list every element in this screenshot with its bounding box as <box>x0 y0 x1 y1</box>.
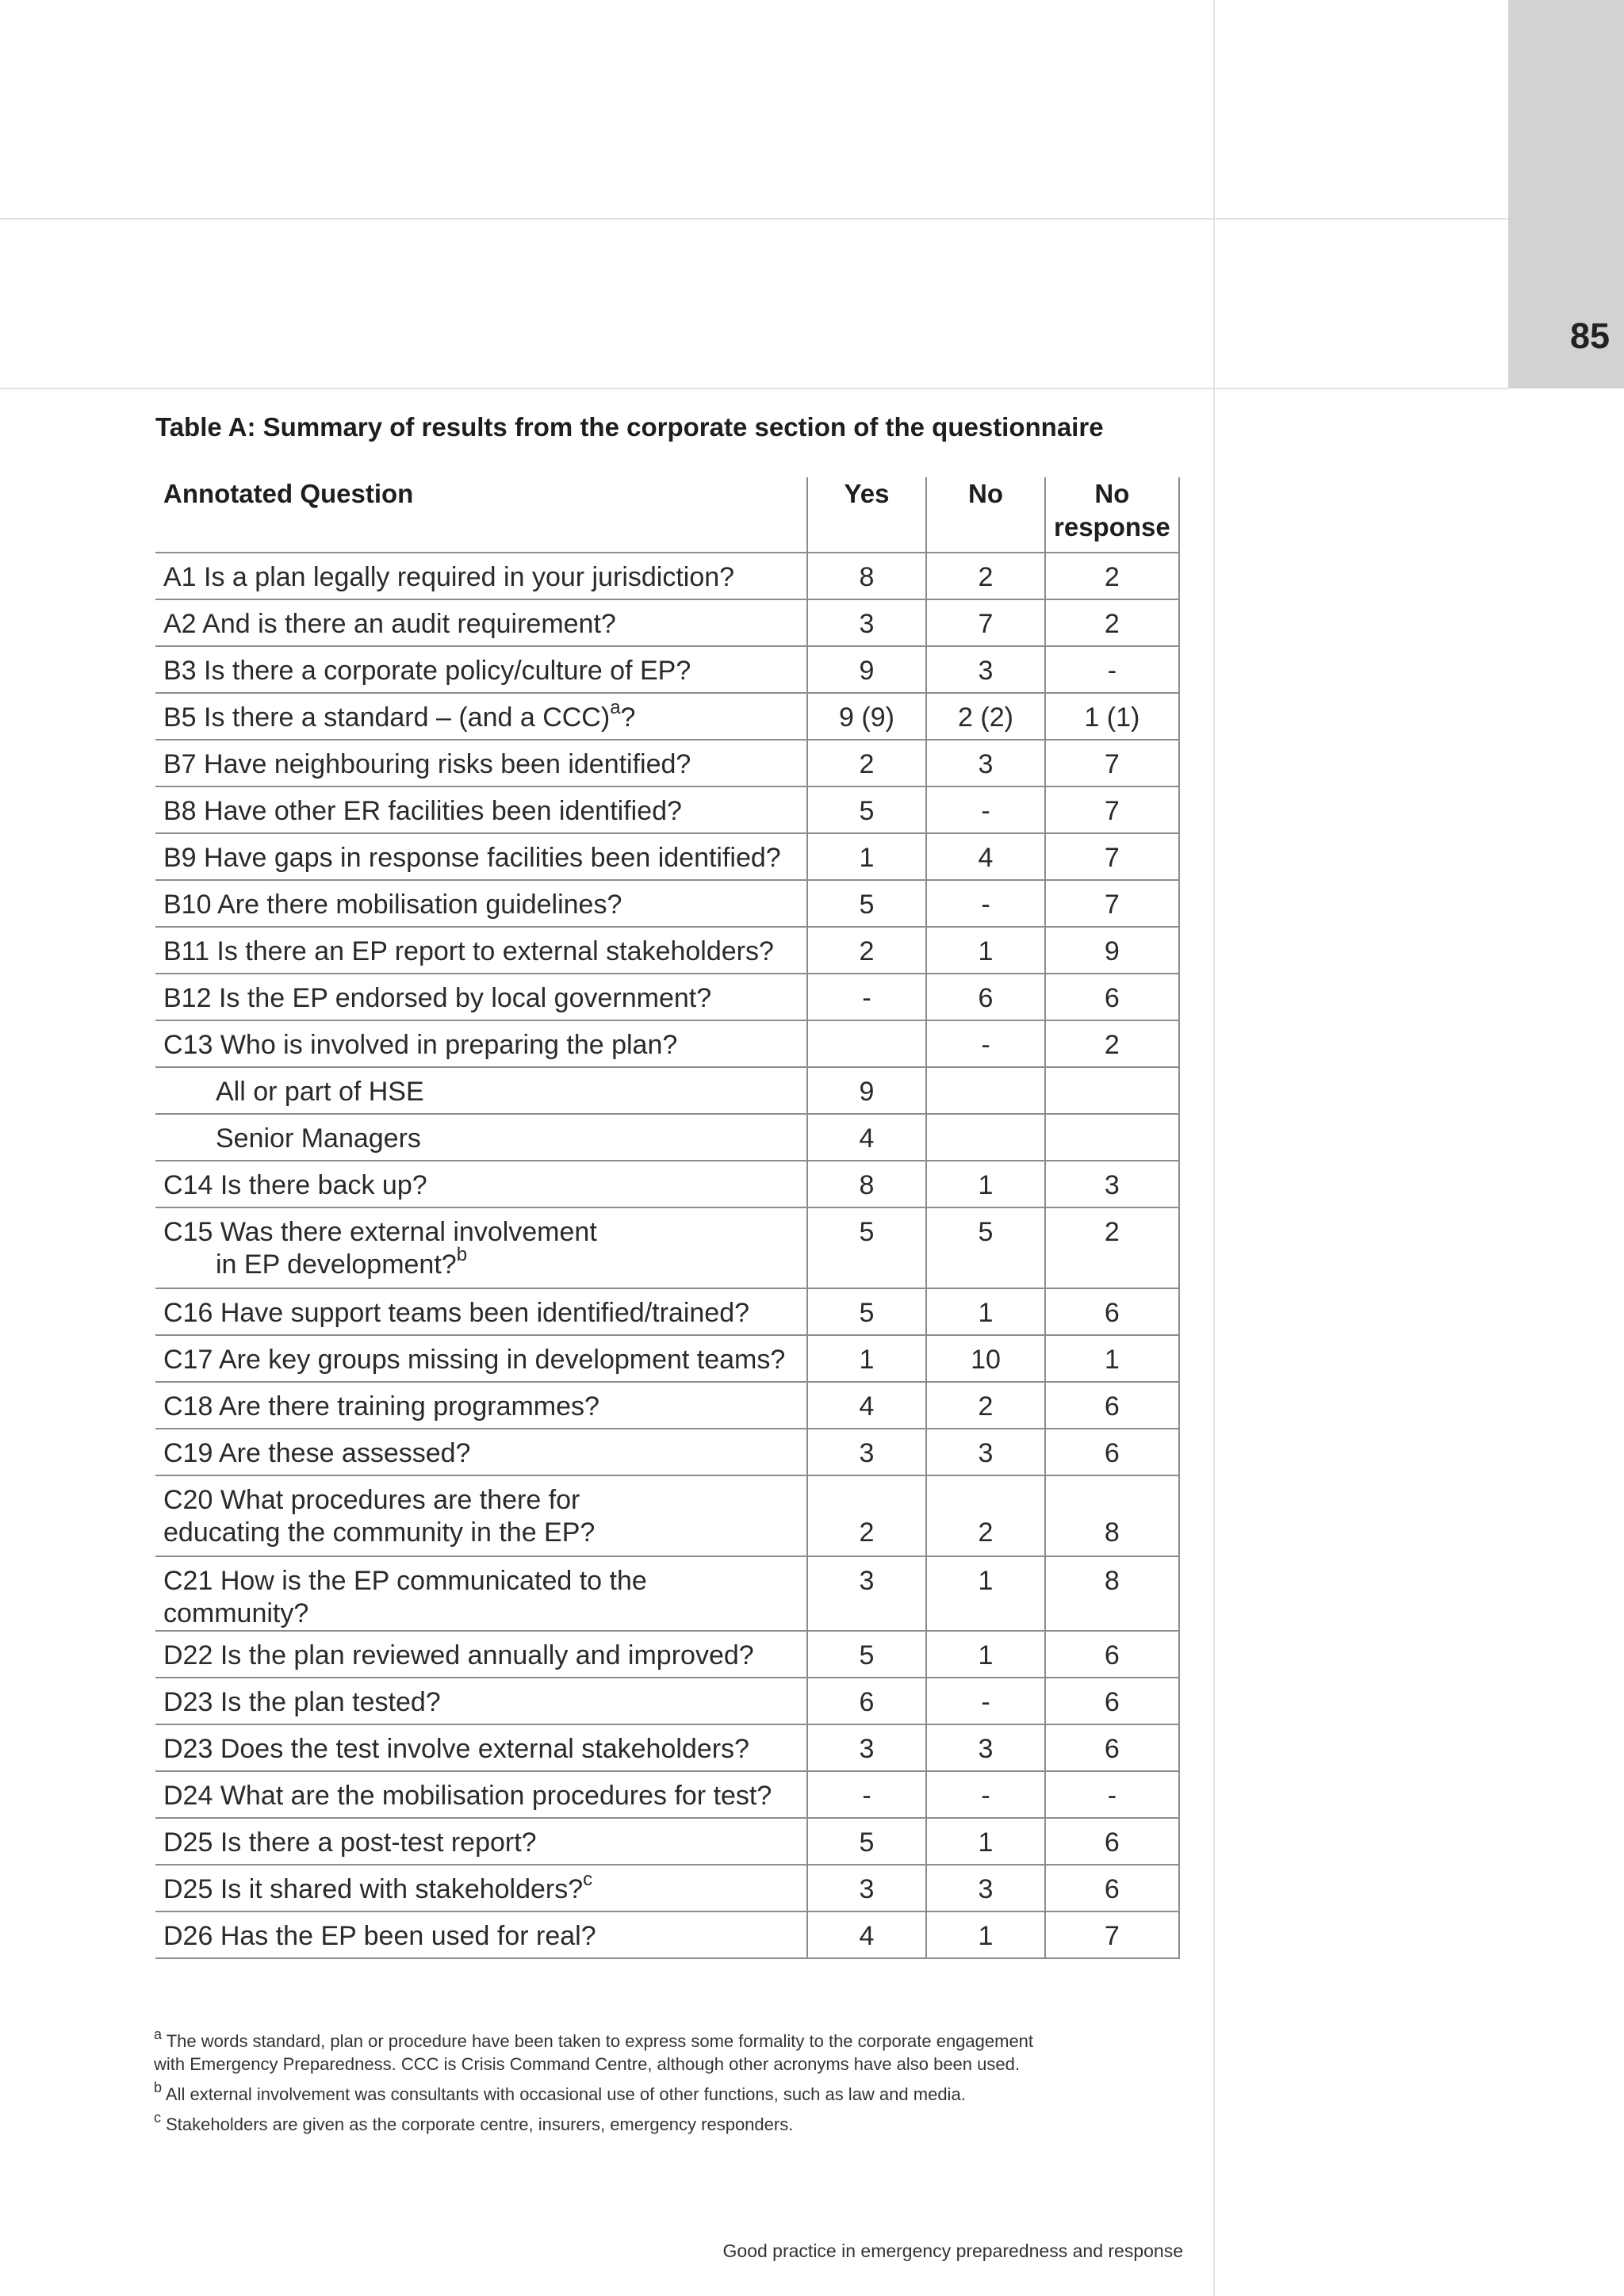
yes-cell: 4 <box>807 1114 926 1161</box>
no-cell: 1 <box>926 927 1045 974</box>
question-cell <box>155 740 807 786</box>
question-text: D25 Is there a post-test report? <box>163 1827 537 1858</box>
yes-cell: 2 <box>807 740 926 786</box>
footnote-ref: a <box>610 696 621 718</box>
no-cell: 1 <box>926 1288 1045 1335</box>
question-cell <box>155 1771 807 1818</box>
no-cell: 5 <box>926 1207 1045 1288</box>
table-row <box>155 1335 1179 1382</box>
no-response-cell: - <box>1045 1771 1179 1818</box>
question-text: Senior Managers <box>216 1123 421 1154</box>
yes-cell: 5 <box>807 786 926 833</box>
question-cell <box>155 1335 807 1382</box>
header-no-response-line1: No <box>1094 479 1130 508</box>
question-text: C13 Who is involved in preparing the plan? <box>163 1030 678 1060</box>
table-row <box>155 1114 1179 1161</box>
no-cell: - <box>926 1678 1045 1724</box>
footnote-a <box>154 2026 1185 2076</box>
footnote-mark: b <box>154 2079 163 2095</box>
no-cell: 10 <box>926 1335 1045 1382</box>
question-text: C19 Are these assessed? <box>163 1438 471 1468</box>
footnote-text-line2: with Emergency Preparedness. CCC is Crisis Command Centre, although other acronyms have also been used. <box>154 2054 1020 2074</box>
footnote-ref: b <box>456 1243 468 1265</box>
table-row <box>155 1865 1179 1911</box>
no-response-cell: 7 <box>1045 833 1179 880</box>
footnote-text: All external involvement was consultants with occasional use of other functions, such as law and media. <box>165 2084 966 2104</box>
yes-cell: 5 <box>807 1207 926 1288</box>
no-response-cell: 7 <box>1045 786 1179 833</box>
no-cell: - <box>926 1771 1045 1818</box>
yes-cell: 3 <box>807 1865 926 1911</box>
no-response-cell <box>1045 1067 1179 1114</box>
yes-cell: 4 <box>807 1382 926 1429</box>
no-response-cell: 8 <box>1045 1475 1179 1556</box>
no-response-cell: 1 (1) <box>1045 693 1179 740</box>
table-row <box>155 1556 1179 1631</box>
question-cell <box>155 1475 807 1556</box>
footnote-mark: a <box>154 2026 163 2042</box>
table-row <box>155 1911 1179 1958</box>
header-question: Annotated Question <box>155 477 807 553</box>
question-text: D26 Has the EP been used for real? <box>163 1921 596 1951</box>
table-row <box>155 786 1179 833</box>
question-text: D25 Is it shared with stakeholders? <box>163 1874 584 1904</box>
no-cell: 1 <box>926 1911 1045 1958</box>
yes-cell: 1 <box>807 833 926 880</box>
no-response-cell: 6 <box>1045 974 1179 1020</box>
yes-cell: 5 <box>807 1818 926 1865</box>
yes-cell: 6 <box>807 1678 926 1724</box>
yes-cell <box>807 1020 926 1067</box>
question-text: B11 Is there an EP report to external stakeholders? <box>163 936 774 966</box>
no-response-cell: 2 <box>1045 1020 1179 1067</box>
summary-table <box>155 477 1180 1959</box>
table-row <box>155 1382 1179 1429</box>
table-header-row <box>155 477 1179 553</box>
question-text: D23 Does the test involve external stakeholders? <box>163 1734 749 1764</box>
yes-cell: 1 <box>807 1335 926 1382</box>
table-row <box>155 1818 1179 1865</box>
question-cell <box>155 1556 807 1631</box>
no-response-cell: 6 <box>1045 1865 1179 1911</box>
header-no-response-line2: response <box>1054 512 1170 541</box>
question-text-line2: in EP development? <box>216 1249 457 1280</box>
yes-cell: 5 <box>807 880 926 927</box>
no-cell <box>926 1114 1045 1161</box>
footnote-mark: c <box>154 2109 161 2126</box>
question-cell <box>155 1818 807 1865</box>
no-cell: 4 <box>926 833 1045 880</box>
question-cell <box>155 1067 807 1114</box>
question-text: A1 Is a plan legally required in your jurisdiction? <box>163 562 735 592</box>
yes-cell: 3 <box>807 1429 926 1475</box>
yes-cell: 2 <box>807 927 926 974</box>
yes-cell: 3 <box>807 1724 926 1771</box>
no-response-cell: 3 <box>1045 1161 1179 1207</box>
question-cell <box>155 927 807 974</box>
question-text: B12 Is the EP endorsed by local government? <box>163 983 712 1013</box>
question-cell <box>155 1429 807 1475</box>
table-row <box>155 1067 1179 1114</box>
question-cell <box>155 1631 807 1678</box>
question-text: A2 And is there an audit requirement? <box>163 609 616 639</box>
yes-cell: 5 <box>807 1631 926 1678</box>
footnote-ref: c <box>583 1868 593 1890</box>
question-cell <box>155 1288 807 1335</box>
footnote-c <box>154 2109 1185 2136</box>
yes-cell: 8 <box>807 553 926 599</box>
yes-cell: 2 <box>807 1475 926 1556</box>
table-row <box>155 1475 1179 1556</box>
yes-cell: 9 (9) <box>807 693 926 740</box>
question-cell <box>155 1161 807 1207</box>
question-text: B10 Are there mobilisation guidelines? <box>163 890 622 920</box>
table-title: Table A: Summary of results from the corporate section of the questionnaire <box>155 412 1104 442</box>
no-cell: 1 <box>926 1556 1045 1631</box>
table-row <box>155 1429 1179 1475</box>
table-row <box>155 833 1179 880</box>
no-response-cell: 2 <box>1045 1207 1179 1288</box>
table-row <box>155 974 1179 1020</box>
no-cell <box>926 1067 1045 1114</box>
no-response-cell: 6 <box>1045 1429 1179 1475</box>
question-cell <box>155 1724 807 1771</box>
no-response-cell: 7 <box>1045 1911 1179 1958</box>
footnotes <box>154 2026 1185 2143</box>
question-text: C18 Are there training programmes? <box>163 1391 599 1422</box>
no-response-cell: 6 <box>1045 1631 1179 1678</box>
no-response-cell: 1 <box>1045 1335 1179 1382</box>
question-cell <box>155 786 807 833</box>
table-row <box>155 553 1179 599</box>
no-response-cell: 2 <box>1045 553 1179 599</box>
question-cell <box>155 1207 807 1288</box>
question-cell <box>155 833 807 880</box>
table-row <box>155 599 1179 646</box>
no-cell: 3 <box>926 646 1045 693</box>
question-text: C15 Was there external involvement <box>163 1217 597 1247</box>
question-cell <box>155 1114 807 1161</box>
page-footer: Good practice in emergency preparedness and response <box>722 2241 1183 2261</box>
no-cell: 3 <box>926 1429 1045 1475</box>
question-text: B5 Is there a standard – (and a CCC) <box>163 702 611 733</box>
yes-cell: - <box>807 974 926 1020</box>
question-text-suffix: ? <box>620 702 636 733</box>
question-text: B9 Have gaps in response facilities been identified? <box>163 843 781 873</box>
right-margin-line <box>1213 0 1215 2296</box>
table-row <box>155 740 1179 786</box>
no-cell: 2 (2) <box>926 693 1045 740</box>
question-cell <box>155 553 807 599</box>
footnote-text: Stakeholders are given as the corporate centre, insurers, emergency responders. <box>166 2114 794 2134</box>
question-text: B7 Have neighbouring risks been identified? <box>163 749 691 779</box>
no-cell: 6 <box>926 974 1045 1020</box>
question-text: All or part of HSE <box>216 1077 424 1107</box>
table-row <box>155 1724 1179 1771</box>
yes-cell: 5 <box>807 1288 926 1335</box>
no-response-cell: 7 <box>1045 880 1179 927</box>
yes-cell: 3 <box>807 1556 926 1631</box>
header-rule <box>0 388 1508 389</box>
yes-cell: 3 <box>807 599 926 646</box>
no-cell: 1 <box>926 1161 1045 1207</box>
no-response-cell: 6 <box>1045 1288 1179 1335</box>
footnote-b <box>154 2079 1185 2106</box>
question-text: D23 Is the plan tested? <box>163 1687 441 1717</box>
table-row <box>155 1207 1179 1288</box>
no-response-cell: 7 <box>1045 740 1179 786</box>
question-cell <box>155 599 807 646</box>
table-row <box>155 1020 1179 1067</box>
yes-cell: 9 <box>807 646 926 693</box>
no-cell: 3 <box>926 1865 1045 1911</box>
question-cell <box>155 974 807 1020</box>
table-row <box>155 1161 1179 1207</box>
yes-cell: 4 <box>807 1911 926 1958</box>
no-response-cell: 9 <box>1045 927 1179 974</box>
no-cell: 1 <box>926 1818 1045 1865</box>
no-response-cell: 8 <box>1045 1556 1179 1631</box>
question-cell <box>155 1382 807 1429</box>
no-response-cell: 6 <box>1045 1382 1179 1429</box>
question-cell <box>155 1865 807 1911</box>
question-cell <box>155 880 807 927</box>
yes-cell: 9 <box>807 1067 926 1114</box>
question-cell <box>155 1911 807 1958</box>
question-text: B3 Is there a corporate policy/culture of EP? <box>163 656 691 686</box>
table-row <box>155 1678 1179 1724</box>
no-response-cell: 6 <box>1045 1818 1179 1865</box>
table-row <box>155 1288 1179 1335</box>
no-cell: - <box>926 1020 1045 1067</box>
question-cell <box>155 1678 807 1724</box>
question-cell <box>155 1020 807 1067</box>
no-response-cell <box>1045 1114 1179 1161</box>
no-cell: - <box>926 880 1045 927</box>
no-cell: 7 <box>926 599 1045 646</box>
no-response-cell: 6 <box>1045 1724 1179 1771</box>
yes-cell: - <box>807 1771 926 1818</box>
no-response-cell: 2 <box>1045 599 1179 646</box>
question-text: B8 Have other ER facilities been identified? <box>163 796 682 826</box>
no-response-cell: 6 <box>1045 1678 1179 1724</box>
footnote-text: The words standard, plan or procedure have been taken to express some formality to the corporate engagement <box>166 2031 1034 2051</box>
header-yes: Yes <box>807 477 926 553</box>
question-text: D24 What are the mobilisation procedures for test? <box>163 1781 772 1811</box>
table-row <box>155 1771 1179 1818</box>
no-response-cell: - <box>1045 646 1179 693</box>
question-text: D22 Is the plan reviewed annually and improved? <box>163 1640 754 1670</box>
no-cell: 2 <box>926 553 1045 599</box>
question-text: C14 Is there back up? <box>163 1170 427 1200</box>
table-row <box>155 927 1179 974</box>
page-number: 85 <box>1569 316 1610 356</box>
no-cell: 3 <box>926 740 1045 786</box>
top-rule <box>0 218 1508 220</box>
table-row <box>155 646 1179 693</box>
question-text: C16 Have support teams been identified/trained? <box>163 1298 750 1328</box>
question-cell <box>155 646 807 693</box>
no-cell: 3 <box>926 1724 1045 1771</box>
header-no: No <box>926 477 1045 553</box>
no-cell: - <box>926 786 1045 833</box>
no-cell: 2 <box>926 1475 1045 1556</box>
table-row <box>155 880 1179 927</box>
question-text-line2: educating the community in the EP? <box>163 1517 596 1548</box>
table-row <box>155 1631 1179 1678</box>
yes-cell: 8 <box>807 1161 926 1207</box>
question-cell <box>155 693 807 740</box>
table-row <box>155 693 1179 740</box>
question-text: C20 What procedures are there for <box>163 1485 580 1515</box>
header-no-response <box>1045 477 1179 553</box>
question-text: C17 Are key groups missing in development teams? <box>163 1345 786 1375</box>
no-cell: 2 <box>926 1382 1045 1429</box>
question-text: C21 How is the EP communicated to the community? <box>163 1566 647 1628</box>
no-cell: 1 <box>926 1631 1045 1678</box>
